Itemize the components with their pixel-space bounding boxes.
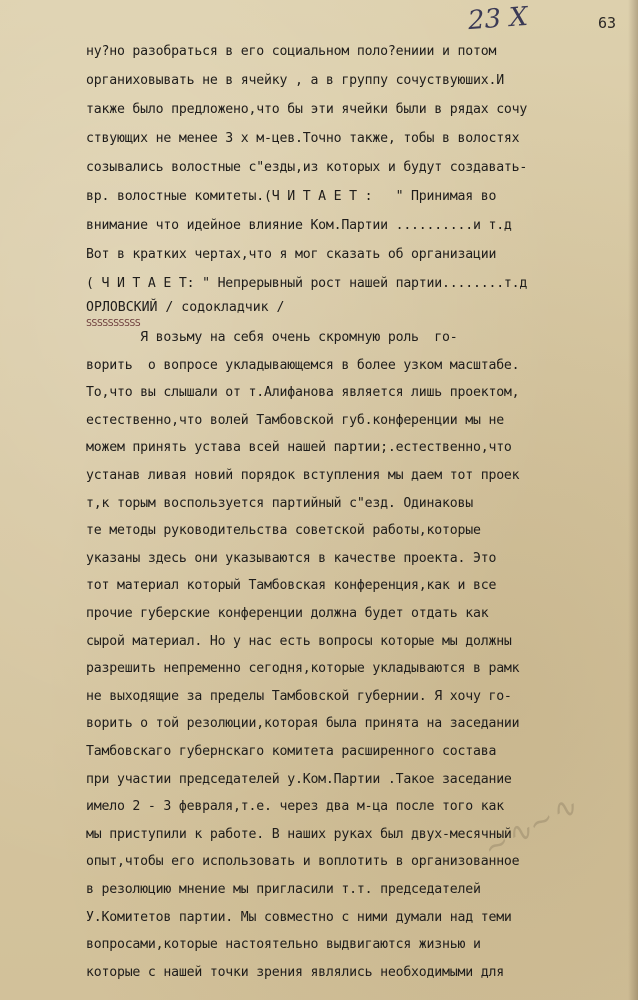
speaker-underline-mark: SSSSSSSSSS: [86, 318, 141, 329]
text-line: имело 2 - 3 февраля,т.е. через два м-ца после того как: [86, 799, 504, 815]
text-line: Вот в кратких чертах,что я мог сказать об организации: [86, 247, 497, 262]
text-line: устанав ливая новий порядок вступления мы даем тот проек: [86, 468, 520, 483]
text-line: опыт,чтобы его использовать и воплотить в организованное: [86, 854, 520, 870]
archive-stamp-scribble: ∼∿∼∿: [477, 788, 583, 867]
text-line: внимание что идейное влияние Ком.Партии ..........и т.д: [86, 218, 512, 233]
text-line: указаны здесь они указываются в качестве проекта. Это: [86, 550, 497, 566]
text-line: вр. волостные комитеты.(Ч И Т А Е Т : " Принимая во: [86, 189, 497, 204]
text-line: ворить о той резолюции,которая была принята на заседании: [86, 716, 520, 732]
text-line: мы приступили к работе. В наших руках был двух-месячный: [86, 826, 512, 842]
text-line: можем принять устава всей нашей партии;.естественно,что: [86, 440, 512, 456]
text-line: также было предложено,что бы эти ячейки были в рядах сочу: [86, 102, 528, 117]
text-line: органиховывать не в ячейку , а в группу сочуствуюших.И: [86, 73, 504, 88]
text-line: Тамбовскаго губернскаго комитета расширенного состава: [86, 744, 497, 759]
text-line: вопросами,которые настоятельно выдвигаются жизнью и: [86, 937, 481, 953]
handwritten-folio: 23 Х: [467, 1, 529, 37]
text-line: Я возьму на себя очень скромную роль го-: [86, 330, 458, 345]
speaker-heading: ОРЛОВСКИЙ / содокладчик /: [86, 300, 285, 315]
text-line: тот материал который Тамбовская конференция,как и все: [86, 578, 497, 594]
text-line: не выходящие за пределы Тамбовской губернии. Я хочу го-: [86, 688, 512, 704]
text-line: те методы руководительства советской работы,которые: [86, 523, 481, 539]
text-line: У.Комитетов партии. Мы совместно с ними думали над теми: [86, 909, 512, 925]
text-line: ствующих не менее 3 х м-цев.Точно также, тобы в волостях: [86, 131, 520, 146]
page-edge: [628, 0, 638, 1000]
text-line: при участии председателей у.Ком.Партии .Такое заседание: [86, 771, 512, 787]
text-line: ну?но разобраться в его социальном поло?ениии и потом: [86, 44, 497, 59]
text-line: разрешить непременно сегодня,которые укладываются в рамк: [86, 661, 520, 677]
text-line: сырой материал. Но у нас есть вопросы которые мы должны: [86, 633, 512, 649]
text-line: т,к торым воспользуется партийный с"езд. Одинаковы: [86, 495, 473, 511]
text-line: прочие губерские конференции должна будет отдать как: [86, 606, 489, 621]
text-line: То,что вы слышали от т.Алифанова является лишь проектом,: [86, 385, 520, 401]
text-line: в резолюцию мнение мы пригласили т.т. председателей: [86, 882, 481, 897]
page-number: 63: [598, 14, 617, 32]
text-line: созывались волостные с"езды,из которых и будут создавать-: [86, 160, 528, 175]
text-line: которые с нашей точки зрения являлись необходимыми для: [86, 964, 504, 980]
text-line: ворить о вопросе укладывающемся в более узком масштабе.: [86, 357, 520, 373]
text-line: естественно,что волей Тамбовской губ.конференции мы не: [86, 412, 504, 428]
text-line: ( Ч И Т А Е Т: " Непрерывный рост нашей партии........т.д: [86, 276, 528, 291]
